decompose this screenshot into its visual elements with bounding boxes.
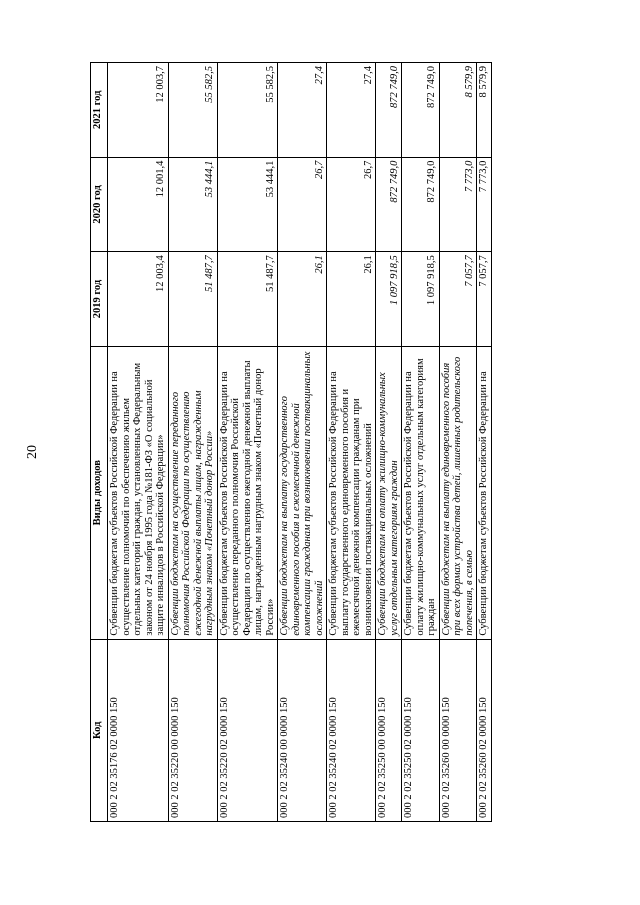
header-2019: 2019 год xyxy=(91,252,108,347)
row-2020: 872 749,0 xyxy=(402,157,440,252)
revenue-table-sheet xyxy=(90,62,610,822)
row-2020: 53 444,1 xyxy=(217,157,278,252)
table-row xyxy=(278,63,327,822)
row-code: 000 2 02 35240 00 0000 150 xyxy=(278,639,327,821)
row-2019: 51 487,7 xyxy=(217,252,278,347)
row-2021: 872 749,0 xyxy=(376,63,402,158)
row-2019: 1 097 918,5 xyxy=(402,252,440,347)
row-name: Субвенции бюджетам субъектов Российской Федерации на осуществление полномочий по обеспечению жильем отдельных категорий граждан, установленных Федеральным законом от 24 ноября 1995 года №181-ФЗ «О социальной защите инвалидов в Российской Федерации» xyxy=(108,346,169,639)
row-code: 000 2 02 35220 00 0000 150 xyxy=(168,639,217,821)
table-row xyxy=(439,63,477,822)
row-name: Субвенции бюджетам субъектов Российской Федерации на оплату жилищно-коммунальных услуг отдельным категориям граждан xyxy=(402,346,440,639)
row-name: Субвенции бюджетам на осуществление переданного полномочия Российской Федерации по осуществлению ежегодной денежной выплаты лицам, награжденным нагрудным знаком «Почетный донор России» xyxy=(168,346,217,639)
row-2019: 1 097 918,5 xyxy=(376,252,402,347)
row-2019: 7 057,7 xyxy=(477,252,492,347)
revenue-table xyxy=(90,62,492,822)
header-2021: 2021 год xyxy=(91,63,108,158)
row-code: 000 2 02 35220 02 0000 150 xyxy=(217,639,278,821)
header-code: Код xyxy=(91,639,108,821)
row-name: Субвенции бюджетам субъектов Российской Федерации на осуществление переданного полномочия Российской Федерации по осуществлению ежегодной денежной выплаты лицам, награжденным нагрудным знаком «Почетный донор России» xyxy=(217,346,278,639)
row-name: Субвенции бюджетам на оплату жилищно-коммунальных услуг отдельным категориям граждан xyxy=(376,346,402,639)
row-2019: 51 487,7 xyxy=(168,252,217,347)
header-2020: 2020 год xyxy=(91,157,108,252)
table-row xyxy=(327,63,376,822)
table-header-row xyxy=(91,63,108,822)
row-2020: 26,7 xyxy=(327,157,376,252)
table-row xyxy=(477,63,492,822)
table-row xyxy=(402,63,440,822)
row-2021: 12 003,7 xyxy=(108,63,169,158)
row-2019: 26,1 xyxy=(278,252,327,347)
row-2020: 12 001,4 xyxy=(108,157,169,252)
table-row xyxy=(108,63,169,822)
row-name: Субвенции бюджетам субъектов Российской Федерации на выплату государственного единовременного пособия и ежемесячной денежной компенсации гражданам при возникновении поствакцинальных осложнений xyxy=(327,346,376,639)
row-2021: 872 749,0 xyxy=(402,63,440,158)
row-2020: 872 749,0 xyxy=(376,157,402,252)
row-code: 000 2 02 35260 02 0000 150 xyxy=(477,639,492,821)
row-2020: 7 773,0 xyxy=(477,157,492,252)
row-name: Субвенции бюджетам на выплату единовременного пособия при всех формах устройства детей, лишенных родительского попечения, в семью xyxy=(439,346,477,639)
row-2021: 8 579,9 xyxy=(477,63,492,158)
row-2019: 7 057,7 xyxy=(439,252,477,347)
table-row xyxy=(168,63,217,822)
row-name: Субвенции бюджетам на выплату государственного единовременного пособия и ежемесячной денежной компенсации гражданам при возникновении поствакцинальных осложнений xyxy=(278,346,327,639)
row-2019: 26,1 xyxy=(327,252,376,347)
table-row xyxy=(376,63,402,822)
row-2021: 27,4 xyxy=(278,63,327,158)
row-code: 000 2 02 35240 02 0000 150 xyxy=(327,639,376,821)
row-2021: 55 582,5 xyxy=(168,63,217,158)
row-code: 000 2 02 35250 00 0000 150 xyxy=(376,639,402,821)
row-2020: 26,7 xyxy=(278,157,327,252)
row-code: 000 2 02 35260 00 0000 150 xyxy=(439,639,477,821)
page-number: 20 xyxy=(25,445,40,459)
row-code: 000 2 02 35250 02 0000 150 xyxy=(402,639,440,821)
row-name: Субвенции бюджетам субъектов Российской Федерации на xyxy=(477,346,492,639)
row-2020: 53 444,1 xyxy=(168,157,217,252)
row-2021: 55 582,5 xyxy=(217,63,278,158)
table-row xyxy=(217,63,278,822)
header-name: Виды доходов xyxy=(91,346,108,639)
row-2019: 12 003,4 xyxy=(108,252,169,347)
row-2020: 7 773,0 xyxy=(439,157,477,252)
row-2021: 27,4 xyxy=(327,63,376,158)
row-code: 000 2 02 35176 02 0000 150 xyxy=(108,639,169,821)
row-2021: 8 579,9 xyxy=(439,63,477,158)
